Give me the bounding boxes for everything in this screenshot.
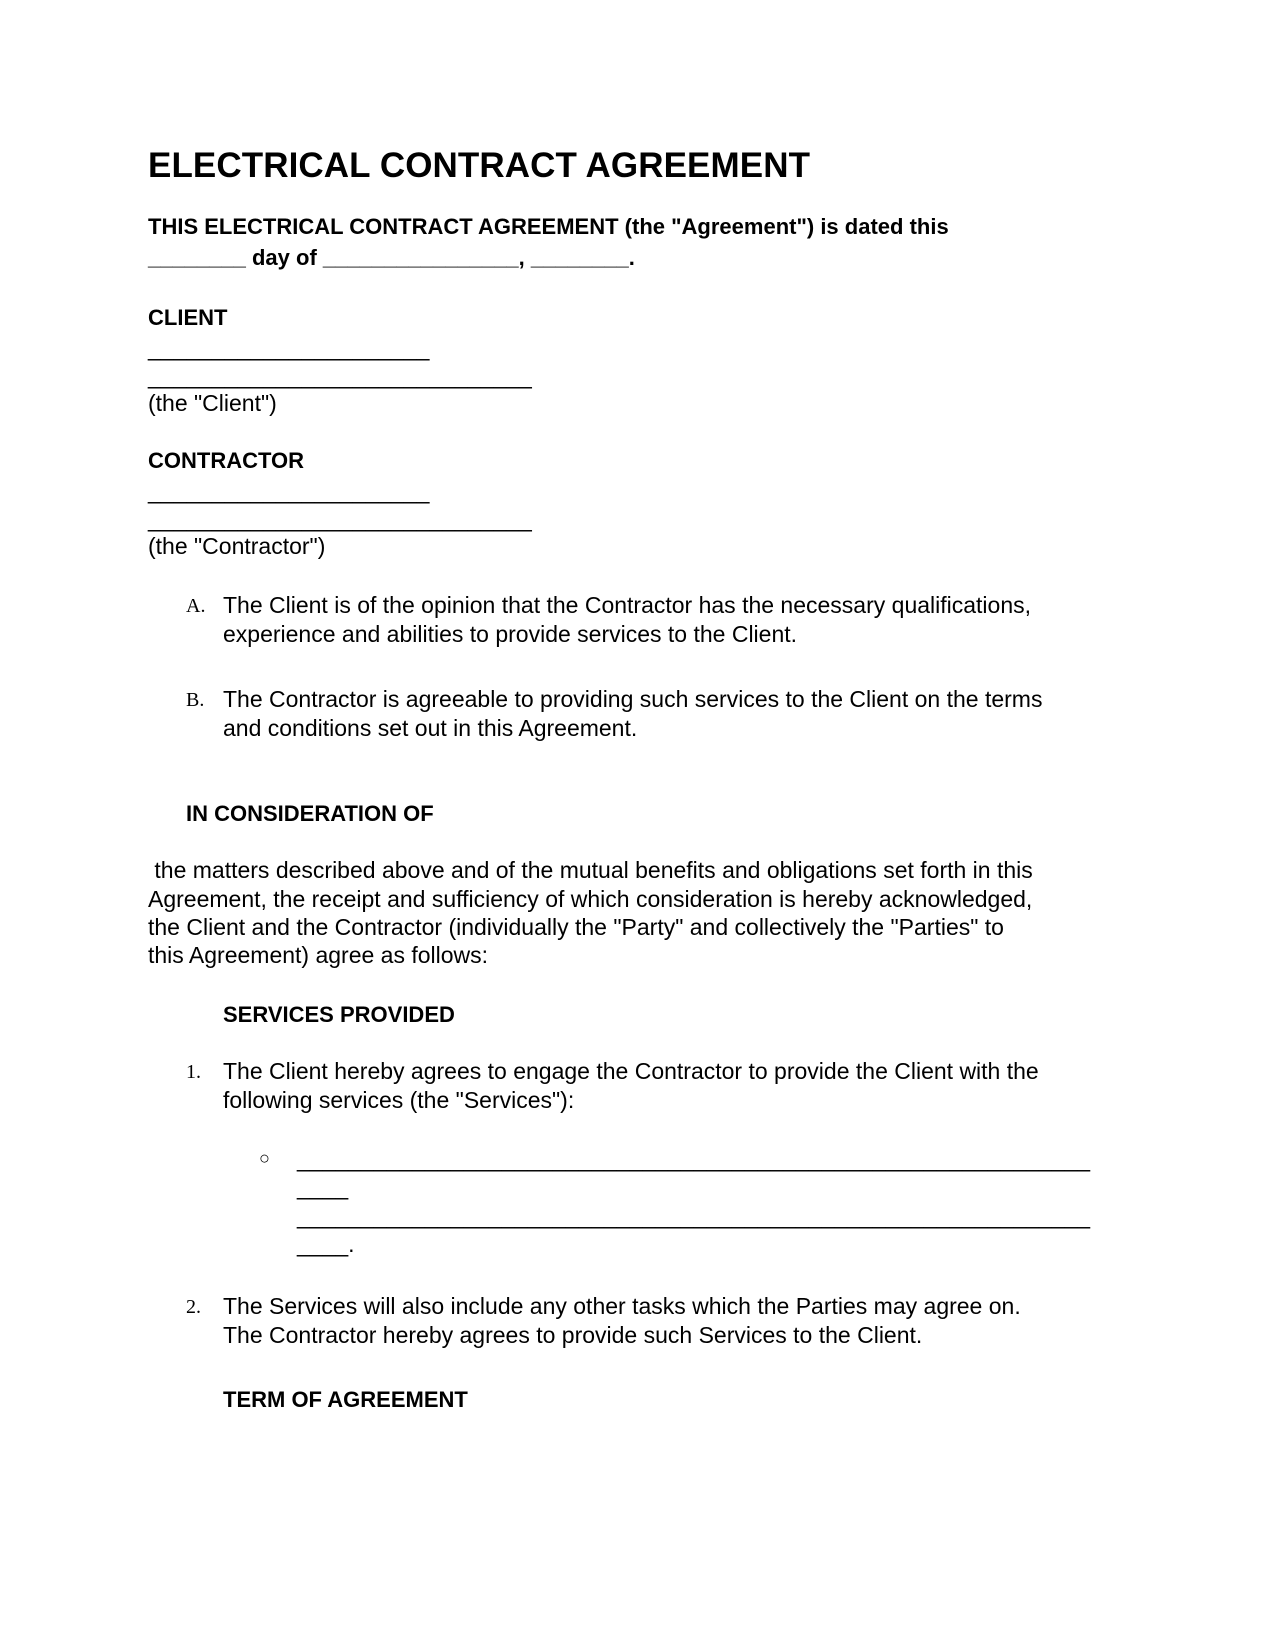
consideration-heading: IN CONSIDERATION OF [186,801,434,826]
service-item-1-marker: 1. [186,1061,201,1083]
document-title: ELECTRICAL CONTRACT AGREEMENT [148,146,811,185]
recital-b-line-1: The Contractor is agreeable to providing such services to the Client on the terms [223,686,1043,712]
recital-a-line-1: The Client is of the opinion that the Contractor has the necessary qualifications, [223,592,1032,618]
consideration-line-1: the matters described above and of the mutual benefits and obligations set forth in this [148,857,1033,883]
consideration-line-3: the Client and the Contractor (individually the "Party" and collectively the "Parties" to [148,914,1004,940]
client-label: (the "Client") [148,390,277,416]
consideration-line-4: this Agreement) agree as follows: [148,942,489,968]
service-item-2-line-2: The Contractor hereby agrees to provide such Services to the Client. [223,1322,923,1348]
service-item-2-line-1: The Services will also include any other tasks which the Parties may agree on. [223,1293,1021,1319]
contractor-address-line: ______________________________ [148,506,532,532]
contractor-name-line: ______________________ [148,478,430,504]
service-item-1-line-2: following services (the "Services"): [223,1087,575,1113]
service-blank-line-1: ______________________________________________________________ [297,1146,1091,1172]
service-blank-line-4: ____. [297,1231,355,1257]
services-heading: SERVICES PROVIDED [223,1002,455,1027]
client-name-line: ______________________ [148,335,430,361]
contractor-label: (the "Contractor") [148,533,326,559]
service-item-2-marker: 2. [186,1296,201,1318]
client-address-line: ______________________________ [148,363,532,389]
service-blank-line-2: ____ [297,1174,349,1200]
recital-a-line-2: experience and abilities to provide services to the Client. [223,621,798,647]
recital-a-marker: A. [186,595,206,617]
service-bullet-marker: ○ [259,1148,270,1168]
intro-line-2: ________ day of ________________, ________. [148,245,635,270]
service-item-1-line-1: The Client hereby agrees to engage the Contractor to provide the Client with the [223,1058,1039,1084]
term-heading: TERM OF AGREEMENT [223,1387,468,1412]
contractor-heading: CONTRACTOR [148,448,305,473]
recital-b-line-2: and conditions set out in this Agreement. [223,715,638,741]
recital-b-marker: B. [186,689,205,711]
client-heading: CLIENT [148,305,228,330]
service-blank-line-3: ______________________________________________________________ [297,1203,1091,1229]
consideration-line-2: Agreement, the receipt and sufficiency of which consideration is hereby acknowledged, [148,886,1033,912]
intro-line-1: THIS ELECTRICAL CONTRACT AGREEMENT (the "Agreement") is dated this [148,214,949,239]
